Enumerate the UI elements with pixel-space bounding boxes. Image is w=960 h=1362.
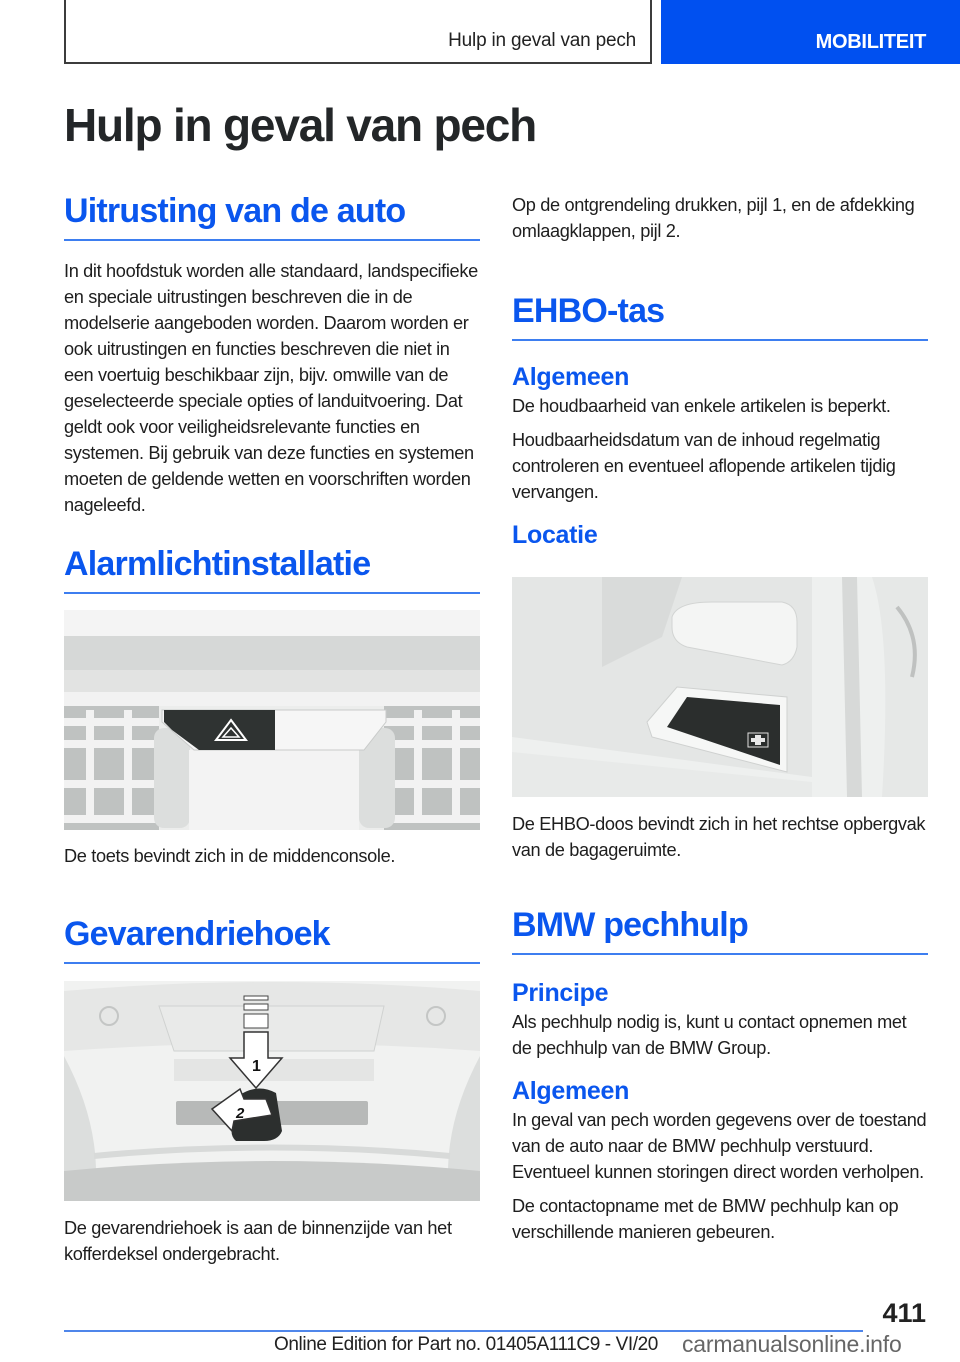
svg-text:1: 1 xyxy=(252,1058,261,1075)
first-aid-location-illustration xyxy=(512,577,928,797)
hazard-switch-image xyxy=(64,610,480,830)
gevarendriehoek-caption: De gevarendriehoek is aan de binnenzijde van het kofferdeksel ondergebracht. xyxy=(64,1218,452,1264)
section-ehbo xyxy=(512,292,928,550)
section-pechhulp xyxy=(512,906,928,1245)
watermark: carmanualsonline.info xyxy=(682,1331,902,1357)
subheading-pechhulp-principe: Principe xyxy=(512,979,609,1007)
pechhulp-algemeen-para2: De contactopname met de BMW pechhulp kan op verschillende manieren gebeuren. xyxy=(512,1196,899,1242)
page-number: 411 xyxy=(882,1298,926,1328)
trunk-lid-image xyxy=(64,981,480,1201)
svg-text:2: 2 xyxy=(236,1105,245,1122)
ontgrendeling-text: Op de ontgrendeling drukken, pijl 1, en de afdekking omlaagklappen, pijl 2. xyxy=(512,195,915,241)
ehbo-locatie-caption-block xyxy=(512,811,928,863)
section-alarmlicht xyxy=(64,545,480,594)
ontgrendeling-block xyxy=(512,192,928,244)
ehbo-algemeen-para2: Houdbaarheidsdatum van de inhoud regelmatig controleren en eventueel aflopende artikelen tijdig vervangen. xyxy=(512,430,896,502)
uitrusting-body: In dit hoofdstuk worden alle standaard, landspecifieke en speciale uitrustingen beschreven die in de modelserie aangeboden worden. Daarom worden er ook uitrustingen en functies beschreven die niet in een voertuig beschikbaar zijn, bijv. omwille van de geselecteerde speciale opties of landuitvoering. Dat geldt ook voor veiligheidsrelevante functies en systemen. Bij gebruik van deze functies en systemen moeten de geldende wetten en voorschriften worden nageleefd. xyxy=(64,261,478,515)
section-heading-pechhulp: BMW pechhulp xyxy=(512,906,928,955)
pechhulp-principe-body: Als pechhulp nodig is, kunt u contact opnemen met de pechhulp van de BMW Group. xyxy=(512,1012,907,1058)
subheading-ehbo-locatie: Locatie xyxy=(512,521,598,549)
alarmlicht-caption: De toets bevindt zich in de middenconsole. xyxy=(64,846,396,866)
chapter-tab-label: MOBILITEIT xyxy=(815,31,926,53)
section-gevarendriehoek xyxy=(64,915,480,964)
ehbo-locatie-caption: De EHBO-doos bevindt zich in het rechtse opbergvak van de bagageruimte. xyxy=(512,814,926,860)
running-header xyxy=(64,0,652,64)
subheading-ehbo-algemeen: Algemeen xyxy=(512,363,630,391)
running-header-title: Hulp in geval van pech xyxy=(448,30,636,51)
section-heading-uitrusting: Uitrusting van de auto xyxy=(64,192,480,241)
ehbo-algemeen-para1: De houdbaarheid van enkele artikelen is beperkt. xyxy=(512,396,891,416)
section-heading-gevarendriehoek: Gevarendriehoek xyxy=(64,915,480,964)
edition-info: Online Edition for Part no. 01405A111C9 - VI/20 xyxy=(274,1334,658,1355)
alarmlicht-caption-block xyxy=(64,843,480,869)
first-aid-location-image xyxy=(512,577,928,797)
section-heading-alarmlicht: Alarmlichtinstallatie xyxy=(64,545,480,594)
gevarendriehoek-caption-block xyxy=(64,1215,480,1267)
subheading-pechhulp-algemeen: Algemeen xyxy=(512,1077,630,1105)
pechhulp-algemeen-para1: In geval van pech worden gegevens over de toestand van de auto naar de BMW pechhulp verstuurd. Eventueel kunnen storingen direct worden verholpen. xyxy=(512,1110,927,1182)
chapter-tab xyxy=(661,0,960,64)
hazard-switch-illustration xyxy=(64,610,480,830)
section-uitrusting xyxy=(64,192,480,518)
section-heading-ehbo: EHBO-tas xyxy=(512,292,928,341)
trunk-lid-illustration xyxy=(64,981,480,1201)
page-title: Hulp in geval van pech xyxy=(64,99,537,151)
